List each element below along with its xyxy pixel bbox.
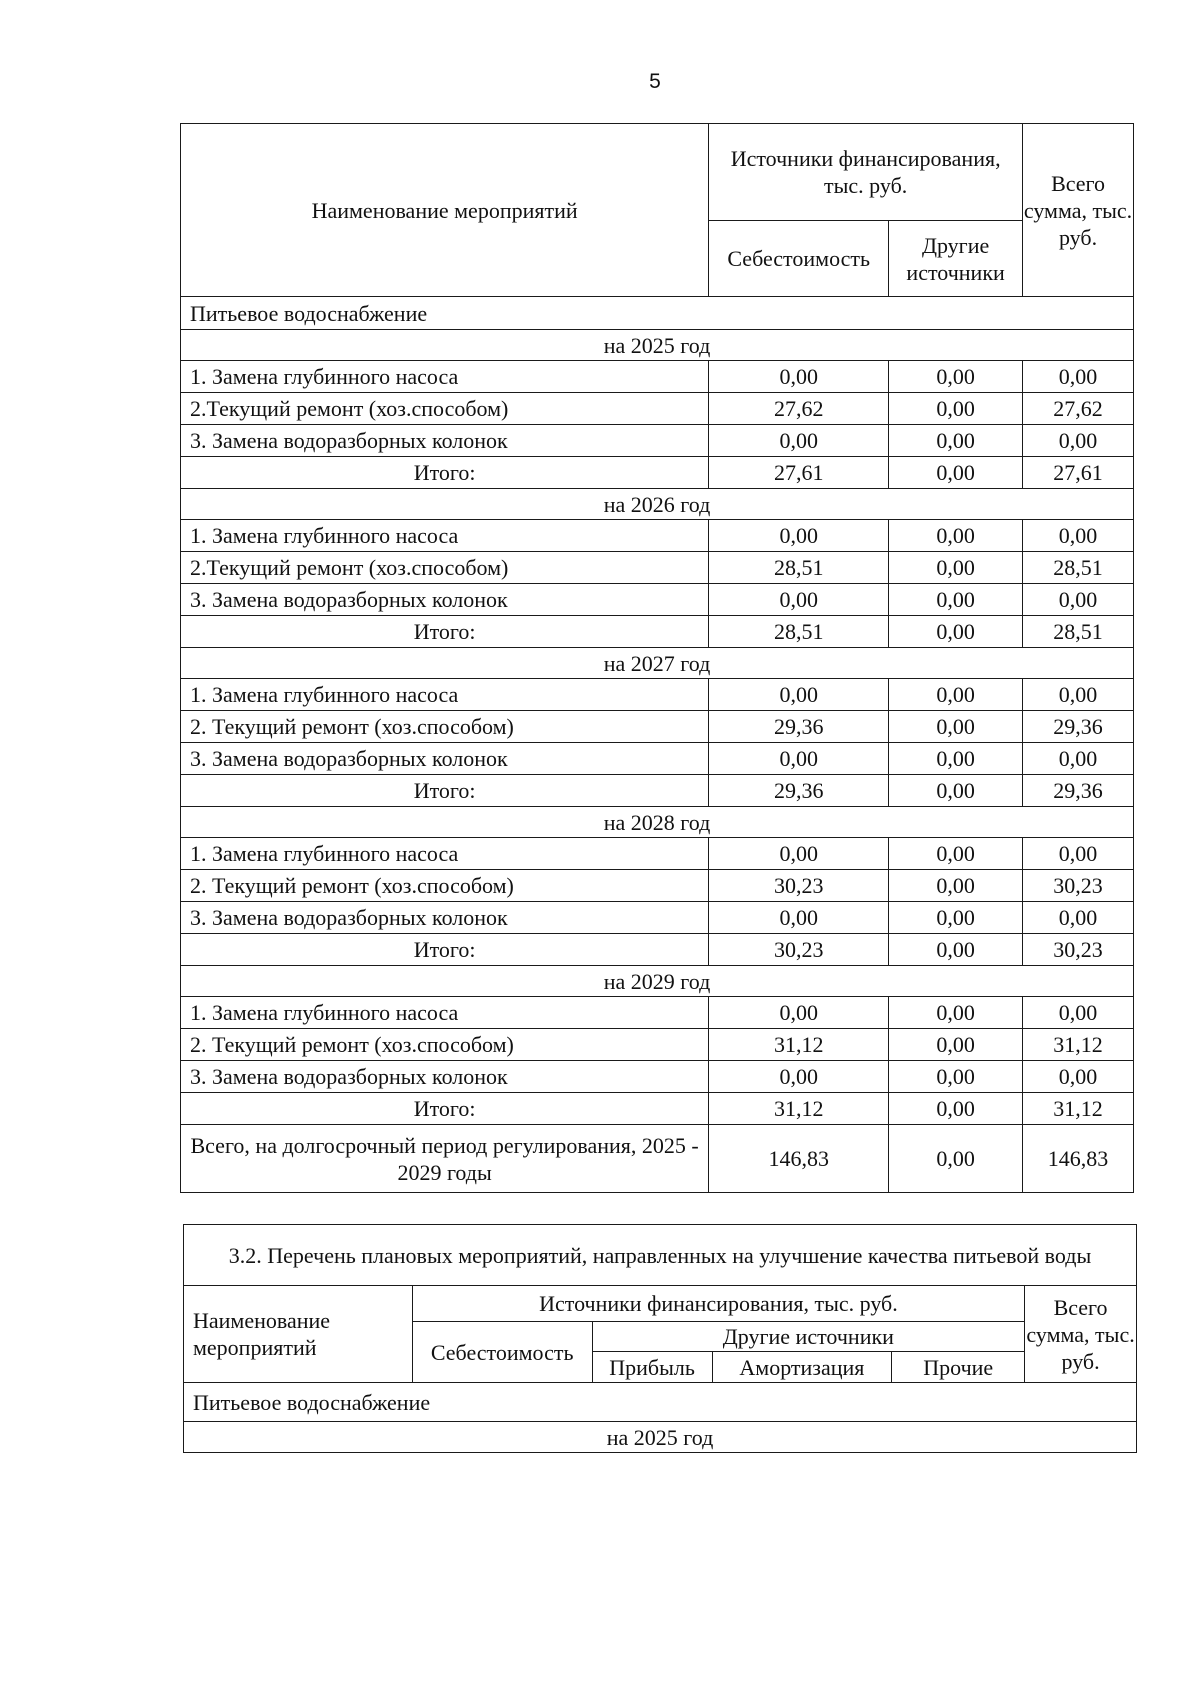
cost-value: 0,00 <box>709 902 889 934</box>
measure-name: 2. Текущий ремонт (хоз.способом) <box>181 1029 709 1061</box>
other-value: 0,00 <box>889 838 1023 870</box>
year-label-2: на 2025 год <box>184 1422 1137 1453</box>
other-value: 0,00 <box>889 425 1023 457</box>
header-amortization: Амортизация <box>712 1352 892 1383</box>
grand-total-other: 0,00 <box>889 1125 1023 1193</box>
year-label: на 2028 год <box>181 807 1134 838</box>
cost-value: 30,23 <box>709 870 889 902</box>
table-row <box>181 552 1134 584</box>
table-row <box>181 870 1134 902</box>
subtotal-total: 31,12 <box>1023 1093 1134 1125</box>
total-value: 0,00 <box>1023 584 1134 616</box>
cost-value: 0,00 <box>709 1061 889 1093</box>
header-total-2: Всего сумма, тыс. руб. <box>1025 1286 1137 1383</box>
other-value: 0,00 <box>889 393 1023 425</box>
subtotal-row <box>181 934 1134 966</box>
total-value: 0,00 <box>1023 1061 1134 1093</box>
subtotal-row <box>181 775 1134 807</box>
section-label: Питьевое водоснабжение <box>181 297 1134 330</box>
header-sources: Источники финансирования, тыс. руб. <box>709 124 1023 221</box>
subtotal-other: 0,00 <box>889 1093 1023 1125</box>
table-row <box>181 584 1134 616</box>
cost-value: 27,62 <box>709 393 889 425</box>
header-name: Наименование мероприятий <box>181 124 709 297</box>
table-row <box>181 679 1134 711</box>
measure-name: 2.Текущий ремонт (хоз.способом) <box>181 393 709 425</box>
measure-name: 2.Текущий ремонт (хоз.способом) <box>181 552 709 584</box>
table-row <box>181 520 1134 552</box>
total-value: 0,00 <box>1023 997 1134 1029</box>
table-row <box>181 743 1134 775</box>
measure-name: 1. Замена глубинного насоса <box>181 838 709 870</box>
cost-value: 0,00 <box>709 743 889 775</box>
total-value: 0,00 <box>1023 361 1134 393</box>
year-label: на 2029 год <box>181 966 1134 997</box>
section-label-2: Питьевое водоснабжение <box>184 1383 1137 1422</box>
other-value: 0,00 <box>889 584 1023 616</box>
header-cost: Себестоимость <box>709 221 889 297</box>
other-value: 0,00 <box>889 997 1023 1029</box>
other-value: 0,00 <box>889 870 1023 902</box>
table-row <box>181 425 1134 457</box>
subtotal-total: 30,23 <box>1023 934 1134 966</box>
grand-total-total: 146,83 <box>1023 1125 1134 1193</box>
subtotal-other: 0,00 <box>889 457 1023 489</box>
cost-value: 31,12 <box>709 1029 889 1061</box>
subtotal-cost: 28,51 <box>709 616 889 648</box>
header-other: Другие источники <box>889 221 1023 297</box>
total-value: 30,23 <box>1023 870 1134 902</box>
grand-total-cost: 146,83 <box>709 1125 889 1193</box>
measure-name: 2. Текущий ремонт (хоз.способом) <box>181 870 709 902</box>
other-value: 0,00 <box>889 361 1023 393</box>
year-label: на 2025 год <box>181 330 1134 361</box>
table-row <box>181 1029 1134 1061</box>
cost-value: 0,00 <box>709 997 889 1029</box>
measure-name: 1. Замена глубинного насоса <box>181 679 709 711</box>
measure-name: 3. Замена водоразборных колонок <box>181 1061 709 1093</box>
other-value: 0,00 <box>889 520 1023 552</box>
total-value: 28,51 <box>1023 552 1134 584</box>
total-value: 0,00 <box>1023 743 1134 775</box>
table-row <box>181 711 1134 743</box>
total-value: 0,00 <box>1023 838 1134 870</box>
table-row <box>181 997 1134 1029</box>
total-value: 0,00 <box>1023 425 1134 457</box>
total-value: 27,62 <box>1023 393 1134 425</box>
table-row <box>181 1061 1134 1093</box>
subtotal-label: Итого: <box>181 934 709 966</box>
other-value: 0,00 <box>889 679 1023 711</box>
measure-name: 1. Замена глубинного насоса <box>181 997 709 1029</box>
subtotal-other: 0,00 <box>889 616 1023 648</box>
header-misc: Прочие <box>892 1352 1025 1383</box>
other-value: 0,00 <box>889 743 1023 775</box>
total-value: 29,36 <box>1023 711 1134 743</box>
cost-value: 0,00 <box>709 361 889 393</box>
cost-value: 0,00 <box>709 520 889 552</box>
measure-name: 2. Текущий ремонт (хоз.способом) <box>181 711 709 743</box>
measure-name: 3. Замена водоразборных колонок <box>181 902 709 934</box>
measure-name: 1. Замена глубинного насоса <box>181 520 709 552</box>
header-cost-2: Себестоимость <box>412 1322 592 1383</box>
other-value: 0,00 <box>889 552 1023 584</box>
other-value: 0,00 <box>889 1061 1023 1093</box>
measure-name: 1. Замена глубинного насоса <box>181 361 709 393</box>
cost-value: 28,51 <box>709 552 889 584</box>
cost-value: 0,00 <box>709 838 889 870</box>
quality-measures-table <box>183 1224 1137 1453</box>
subtotal-cost: 30,23 <box>709 934 889 966</box>
measure-name: 3. Замена водоразборных колонок <box>181 425 709 457</box>
table-row <box>181 361 1134 393</box>
subtotal-other: 0,00 <box>889 934 1023 966</box>
other-value: 0,00 <box>889 1029 1023 1061</box>
header-name-2: Наименование мероприятий <box>184 1286 413 1383</box>
measure-name: 3. Замена водоразборных колонок <box>181 584 709 616</box>
header-total: Всего сумма, тыс. руб. <box>1023 124 1134 297</box>
cost-value: 0,00 <box>709 679 889 711</box>
table-row <box>181 838 1134 870</box>
year-label: на 2027 год <box>181 648 1134 679</box>
table-row <box>181 902 1134 934</box>
subtotal-cost: 29,36 <box>709 775 889 807</box>
measure-name: 3. Замена водоразборных колонок <box>181 743 709 775</box>
header-profit: Прибыль <box>592 1352 712 1383</box>
total-value: 31,12 <box>1023 1029 1134 1061</box>
subtotal-total: 28,51 <box>1023 616 1134 648</box>
cost-value: 0,00 <box>709 425 889 457</box>
subtotal-row <box>181 457 1134 489</box>
subtotal-row <box>181 1093 1134 1125</box>
total-value: 0,00 <box>1023 520 1134 552</box>
subtotal-total: 27,61 <box>1023 457 1134 489</box>
header-sources-2: Источники финансирования, тыс. руб. <box>412 1286 1024 1322</box>
financing-table <box>180 123 1134 1193</box>
subtotal-label: Итого: <box>181 616 709 648</box>
other-value: 0,00 <box>889 902 1023 934</box>
total-value: 0,00 <box>1023 902 1134 934</box>
section-title: 3.2. Перечень плановых мероприятий, направленных на улучшение качества питьевой воды <box>184 1225 1137 1286</box>
cost-value: 0,00 <box>709 584 889 616</box>
cost-value: 29,36 <box>709 711 889 743</box>
subtotal-other: 0,00 <box>889 775 1023 807</box>
subtotal-row <box>181 616 1134 648</box>
page-number: 5 <box>649 70 661 93</box>
subtotal-cost: 27,61 <box>709 457 889 489</box>
header-other-2: Другие источники <box>592 1322 1025 1352</box>
grand-total-label: Всего, на долгосрочный период регулирования, 2025 - 2029 годы <box>181 1125 709 1193</box>
subtotal-cost: 31,12 <box>709 1093 889 1125</box>
subtotal-label: Итого: <box>181 1093 709 1125</box>
year-label: на 2026 год <box>181 489 1134 520</box>
other-value: 0,00 <box>889 711 1023 743</box>
subtotal-label: Итого: <box>181 457 709 489</box>
subtotal-label: Итого: <box>181 775 709 807</box>
subtotal-total: 29,36 <box>1023 775 1134 807</box>
total-value: 0,00 <box>1023 679 1134 711</box>
table-row <box>181 393 1134 425</box>
